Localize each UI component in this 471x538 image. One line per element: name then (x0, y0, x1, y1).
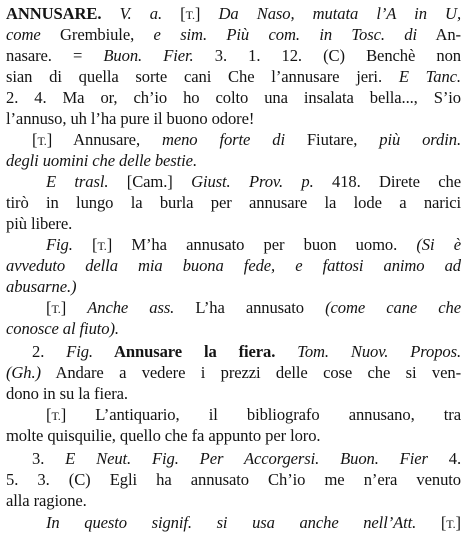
entry-line (46, 512, 461, 534)
text-run: ] M’ha annusato per buon uomo. (106, 235, 417, 254)
entry-line (6, 3, 461, 25)
entry-line (46, 234, 461, 256)
text-run: Grembiule, (40, 25, 154, 44)
entry-line (6, 45, 461, 67)
text-run: Buon. Fier. (103, 46, 194, 65)
text-run: L’ha annusato (174, 298, 326, 317)
text-run: [ (72, 235, 98, 254)
entry-line (6, 255, 461, 277)
text-run: Tom. Nuov. Propos. (275, 342, 461, 361)
entry-line (46, 404, 461, 426)
text-run: Anche ass. (87, 298, 175, 317)
entry-line (6, 318, 461, 340)
text-run: [ (180, 4, 186, 23)
text-run: 3. 1. 12. (C) Benchè non (193, 46, 461, 65)
text-run: dono in su la fiera. (6, 384, 128, 403)
text-run: [ (32, 130, 38, 149)
entry-line (32, 341, 461, 363)
text-run: l’annuso, uh l’ha pure il buono odore! (6, 109, 255, 128)
entry-line (32, 448, 461, 470)
text-run: molte quisquilie, quello che fa appunto per loro. (6, 426, 321, 445)
text-run: meno forte di (161, 130, 285, 149)
entry-line (46, 171, 461, 193)
text-run: ANNUSARE. (6, 4, 102, 23)
entry-line (6, 87, 461, 109)
text-run: Annusare la fiera. (92, 342, 276, 361)
text-run: T. (185, 8, 195, 22)
text-run: T. (51, 409, 61, 423)
text-run: (come cane che (325, 298, 461, 317)
text-run: 4. (427, 449, 461, 468)
text-run: Fig. (66, 342, 93, 361)
text-run: conosce al fiuto). (6, 319, 119, 338)
text-run: alla ragione. (6, 491, 87, 510)
text-run: (Si è (416, 235, 461, 254)
text-run: 5. 3. (C) Egli ha annusato Ch’io me n’era venuto (6, 470, 461, 489)
text-run: nasare. = (6, 46, 104, 65)
text-run: [ (416, 513, 447, 532)
entry-line (6, 425, 461, 447)
text-run: T. (37, 134, 47, 148)
entry-line (32, 129, 461, 151)
entry-line (6, 24, 461, 46)
text-run: [ (46, 298, 52, 317)
entry-line (6, 192, 461, 214)
text-run: più ordin. (379, 130, 461, 149)
text-run: Giust. Prov. p. (191, 172, 314, 191)
text-run: E Neut. Fig. Per Accorgersi. Buon. Fier (65, 449, 428, 468)
text-run: degli uomini che delle bestie. (6, 151, 197, 170)
text-run: V. a. (101, 4, 181, 23)
entry-line (6, 383, 461, 405)
text-run: 418. Direte che (313, 172, 461, 191)
text-run: 3. (32, 449, 66, 468)
text-run: T. (51, 302, 61, 316)
text-run: E Tanc. (398, 67, 461, 86)
text-run: e sim. Più com. in Tosc. di (153, 25, 417, 44)
text-run: An- (417, 25, 461, 44)
text-run: Da Naso, mutata l’A in U, (218, 4, 461, 23)
entry-line (6, 362, 461, 384)
text-run: Andare a vedere i prezzi delle cose che si ven- (40, 363, 461, 382)
text-run: più libere. (6, 214, 73, 233)
entry-line (6, 490, 461, 512)
text-run: T. (97, 239, 107, 253)
text-run: ] (60, 298, 88, 317)
text-run: ] Annusare, (46, 130, 162, 149)
text-run: sian di quella sorte cani Che l’annusare jeri. (6, 67, 399, 86)
entry-line (46, 297, 461, 319)
entry-line (6, 276, 461, 298)
text-run: [ (46, 405, 52, 424)
entry-line (6, 150, 461, 172)
entry-line (6, 66, 461, 88)
text-run: 2. 4. Ma or, ch’io ho colto una insalata bella..., S’io (6, 88, 461, 107)
text-run: tirò in lungo la burla per annusare la lode a narici (6, 193, 461, 212)
entry-line (6, 469, 461, 491)
text-run: come (6, 25, 41, 44)
text-run: ] L’antiquario, il bibliografo annusano, tra (60, 405, 461, 424)
text-run: Fiutare, (284, 130, 380, 149)
text-run: avveduto della mia buona fede, e fattosi animo ad (6, 256, 461, 275)
text-run: abusarne.) (6, 277, 77, 296)
text-run: 2. (32, 342, 67, 361)
text-run: In questo signif. si usa anche nell’Att. (46, 513, 417, 532)
text-run: E trasl. (46, 172, 109, 191)
entry-line (6, 108, 461, 130)
text-run: ] (455, 513, 461, 532)
text-run: (Gh.) (6, 363, 41, 382)
text-run: ] (194, 4, 219, 23)
entry-line (6, 213, 461, 235)
text-run: Fig. (46, 235, 73, 254)
text-run: [Cam.] (108, 172, 192, 191)
text-run: T. (446, 517, 456, 531)
